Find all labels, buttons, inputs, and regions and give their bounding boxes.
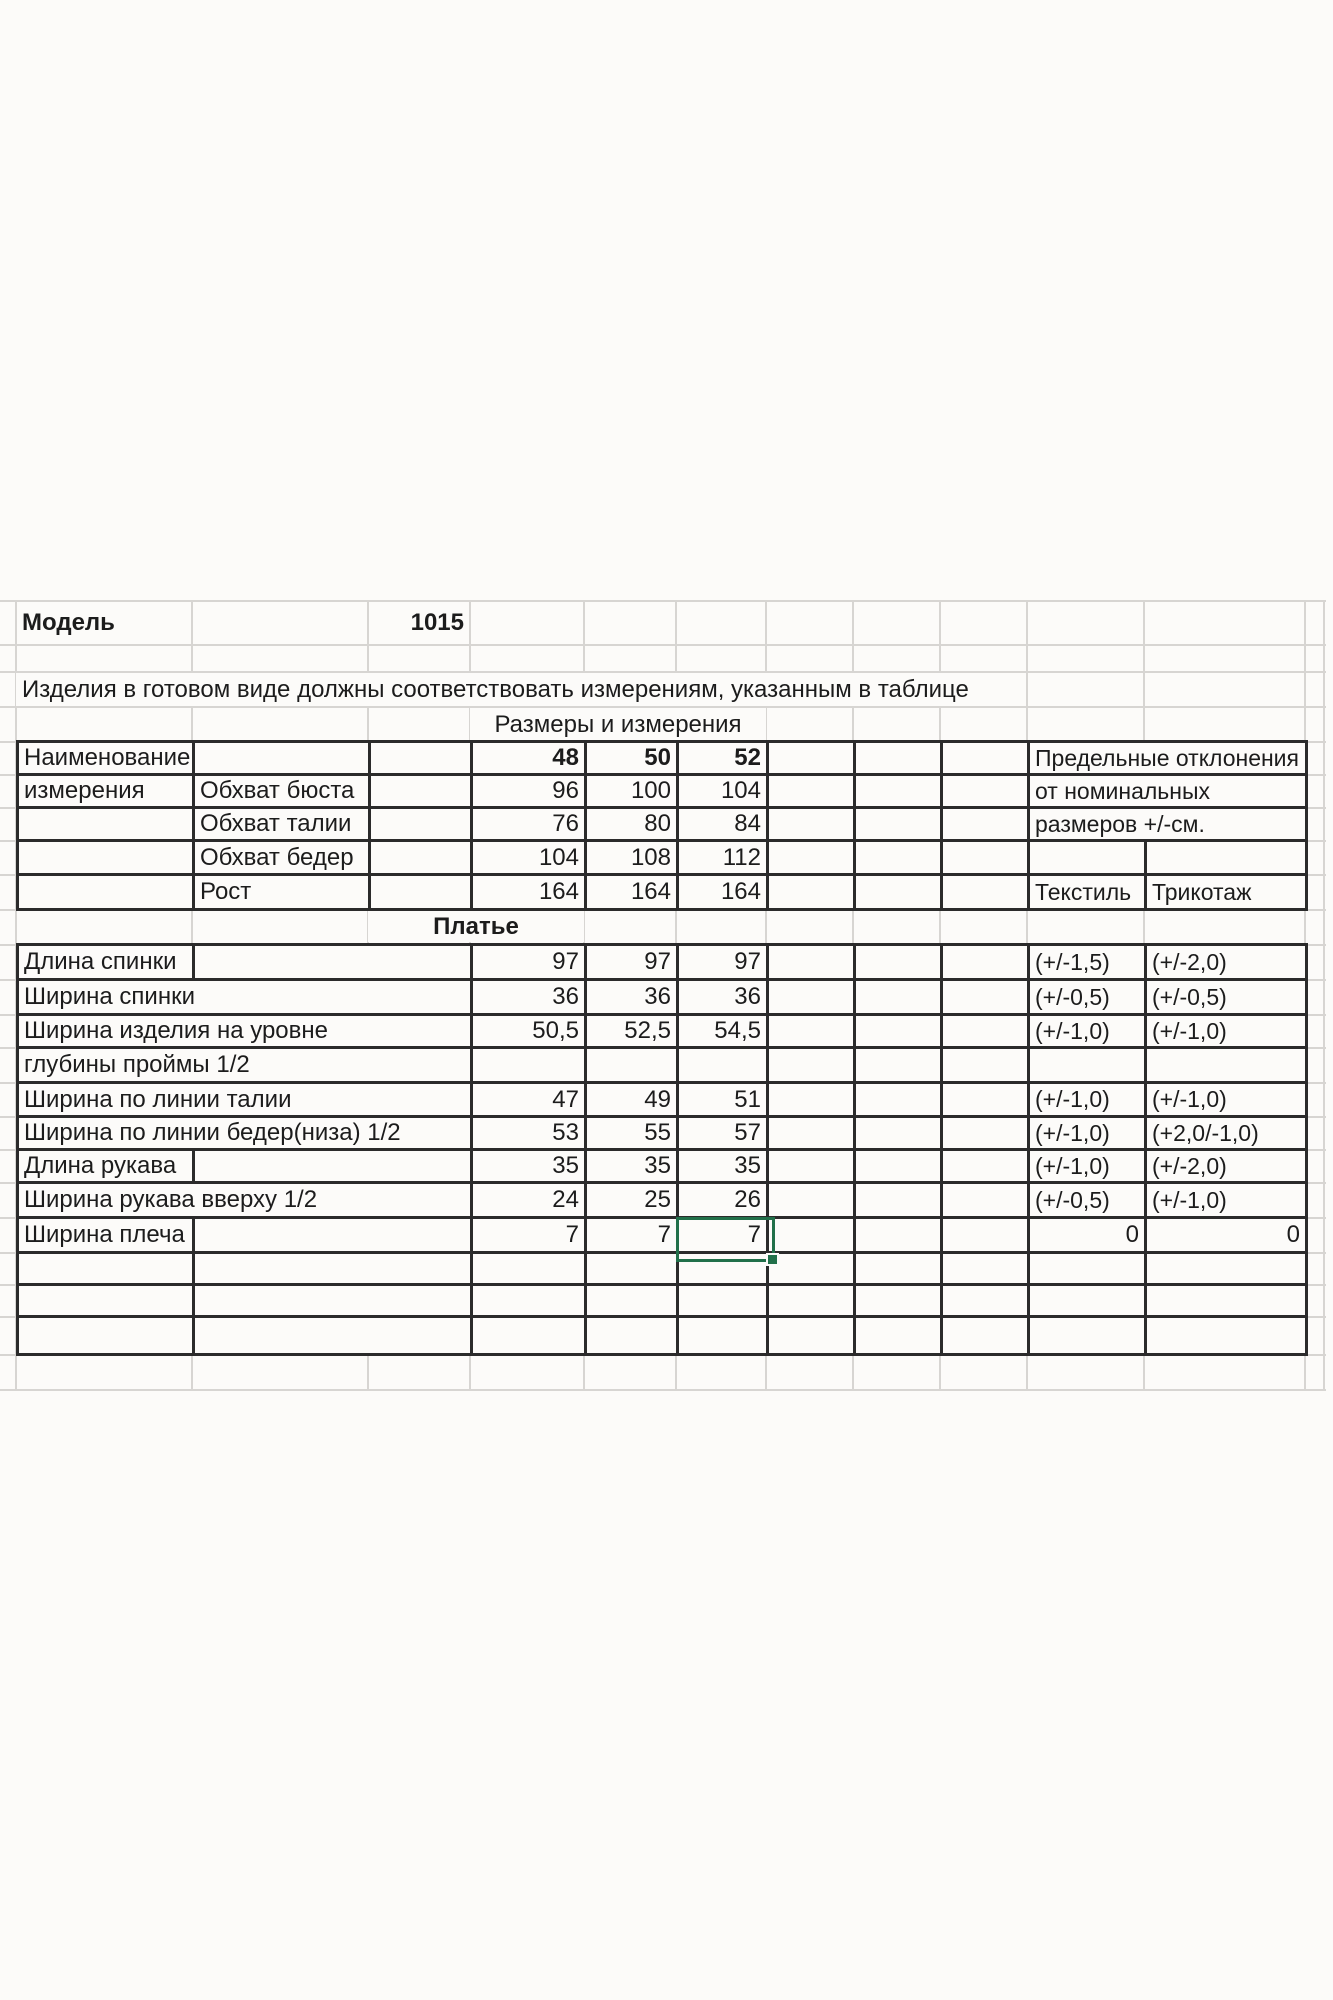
cell-size-50[interactable]: 50 xyxy=(587,743,679,776)
cell-value[interactable]: 36 xyxy=(587,981,679,1016)
garment-title-cell[interactable]: Платье xyxy=(368,911,584,942)
cell-value[interactable]: 164 xyxy=(587,876,679,911)
cell-empty[interactable] xyxy=(473,1318,587,1356)
cell-value[interactable]: 55 xyxy=(587,1118,679,1151)
cell-value[interactable]: 26 xyxy=(679,1184,769,1219)
cell-label[interactable]: глубины проймы 1/2 xyxy=(19,1049,473,1084)
table-row xyxy=(19,981,1308,1016)
cell-empty[interactable] xyxy=(943,1118,1030,1151)
cell-empty[interactable] xyxy=(195,1254,473,1286)
cell-value[interactable]: 35 xyxy=(587,1151,679,1184)
cell-empty[interactable] xyxy=(1030,1318,1147,1356)
cell-empty[interactable] xyxy=(943,1254,1030,1286)
cell-value[interactable]: 80 xyxy=(587,809,679,842)
table-row xyxy=(19,876,1308,911)
cell-empty[interactable] xyxy=(856,1219,943,1254)
cell-empty[interactable] xyxy=(856,1151,943,1184)
cell-value[interactable]: 108 xyxy=(587,842,679,876)
cell-label[interactable]: Обхват бедер xyxy=(195,842,371,876)
cell-tolerance-textile[interactable]: (+/-0,5) xyxy=(1030,1184,1147,1219)
model-label-cell[interactable]: Модель xyxy=(22,609,115,636)
cell-empty[interactable] xyxy=(769,1049,856,1084)
cell-label[interactable]: Длина спинки xyxy=(19,946,195,981)
cell-empty[interactable] xyxy=(195,1318,473,1356)
cell-value[interactable]: 24 xyxy=(473,1184,587,1219)
cell-empty[interactable] xyxy=(1147,842,1308,876)
cell-empty[interactable] xyxy=(371,876,473,911)
cell-empty[interactable] xyxy=(769,1254,856,1286)
cell-empty[interactable] xyxy=(856,1286,943,1318)
measurements-block xyxy=(16,943,1308,1356)
table-row xyxy=(19,1286,1308,1318)
cell-empty[interactable] xyxy=(769,946,856,981)
cell-name-header2[interactable]: измерения xyxy=(19,776,195,809)
cell-empty[interactable] xyxy=(856,776,943,809)
cell-value[interactable]: 104 xyxy=(679,776,769,809)
cell-empty[interactable] xyxy=(679,1049,769,1084)
cell-empty[interactable] xyxy=(587,1318,679,1356)
cell-value[interactable]: 47 xyxy=(473,1084,587,1118)
cell-value[interactable]: 164 xyxy=(473,876,587,911)
cell-tolerance-textile[interactable]: (+/-1,0) xyxy=(1030,1151,1147,1184)
cell-empty[interactable] xyxy=(856,809,943,842)
cell-empty[interactable] xyxy=(1147,1286,1308,1318)
cell-empty[interactable] xyxy=(769,981,856,1016)
cell-empty[interactable] xyxy=(769,876,856,911)
cell-label[interactable]: Обхват бюста xyxy=(195,776,371,809)
cell-empty[interactable] xyxy=(195,743,371,776)
cell-size-48[interactable]: 48 xyxy=(473,743,587,776)
cell-empty[interactable] xyxy=(856,842,943,876)
cell-empty[interactable] xyxy=(943,981,1030,1016)
cell-value[interactable]: 35 xyxy=(473,1151,587,1184)
cell-empty[interactable] xyxy=(1147,1049,1308,1084)
cell-empty[interactable] xyxy=(943,1318,1030,1356)
cell-tolerance-title[interactable]: от номинальных xyxy=(1030,776,1308,809)
cell-empty[interactable] xyxy=(19,876,195,911)
header-block xyxy=(16,740,1308,911)
cell-empty[interactable] xyxy=(473,1049,587,1084)
cell-value[interactable]: 97 xyxy=(587,946,679,981)
cell-value[interactable]: 100 xyxy=(587,776,679,809)
table-row xyxy=(19,1184,1308,1219)
cell-empty[interactable] xyxy=(587,1286,679,1318)
cell-label[interactable]: Обхват талии xyxy=(195,809,371,842)
cell-textile-header[interactable]: Текстиль xyxy=(1030,876,1147,911)
cell-label[interactable]: Ширина спинки xyxy=(19,981,473,1016)
model-number-cell[interactable]: 1015 xyxy=(410,609,464,636)
cell-tolerance-title[interactable]: Предельные отклонения xyxy=(1030,743,1308,776)
cell-value[interactable]: 57 xyxy=(679,1118,769,1151)
cell-empty[interactable] xyxy=(769,1016,856,1049)
cell-empty[interactable] xyxy=(195,1219,473,1254)
cell-tolerance-knitwear[interactable]: (+/-1,0) xyxy=(1147,1184,1308,1219)
cell-tolerance-textile[interactable]: (+/-1,0) xyxy=(1030,1084,1147,1118)
fill-handle[interactable] xyxy=(766,1253,779,1266)
cell-empty[interactable] xyxy=(587,1049,679,1084)
cell-empty[interactable] xyxy=(856,1049,943,1084)
cell-empty[interactable] xyxy=(769,1318,856,1356)
cell-empty[interactable] xyxy=(371,776,473,809)
cell-empty[interactable] xyxy=(856,1254,943,1286)
cell-value[interactable]: 49 xyxy=(587,1084,679,1118)
cell-tolerance-knitwear[interactable]: (+/-2,0) xyxy=(1147,946,1308,981)
cell-knitwear-header[interactable]: Трикотаж xyxy=(1147,876,1308,911)
cell-empty[interactable] xyxy=(19,1318,195,1356)
cell-empty[interactable] xyxy=(679,1318,769,1356)
cell-empty[interactable] xyxy=(943,743,1030,776)
cell-empty[interactable] xyxy=(195,1286,473,1318)
cell-tolerance-knitwear[interactable]: (+/-1,0) xyxy=(1147,1084,1308,1118)
cell-value[interactable]: 52,5 xyxy=(587,1016,679,1049)
cell-empty[interactable] xyxy=(769,1184,856,1219)
cell-tolerance-textile[interactable]: (+/-1,0) xyxy=(1030,1118,1147,1151)
cell-value[interactable]: 97 xyxy=(473,946,587,981)
table-row xyxy=(19,1318,1308,1356)
cell-empty[interactable] xyxy=(769,776,856,809)
cell-empty[interactable] xyxy=(856,743,943,776)
cell-empty[interactable] xyxy=(19,842,195,876)
cell-empty[interactable] xyxy=(943,809,1030,842)
cell-value[interactable]: 76 xyxy=(473,809,587,842)
cell-empty[interactable] xyxy=(856,1084,943,1118)
table-row xyxy=(19,1151,1308,1184)
cell-label[interactable]: Ширина рукава вверху 1/2 xyxy=(19,1184,473,1219)
cell-label[interactable]: Ширина плеча xyxy=(19,1219,195,1254)
cell-tolerance-textile[interactable]: (+/-1,0) xyxy=(1030,1016,1147,1049)
cell-empty[interactable] xyxy=(19,1286,195,1318)
cell-value[interactable]: 36 xyxy=(679,981,769,1016)
cell-label[interactable]: Ширина по линии бедер(низа) 1/2 xyxy=(19,1118,473,1151)
cell-tolerance-textile[interactable]: 0 xyxy=(1030,1219,1147,1254)
cell-label[interactable]: Длина рукава xyxy=(19,1151,195,1184)
cell-empty[interactable] xyxy=(943,776,1030,809)
table-row xyxy=(19,1016,1308,1049)
cell-empty[interactable] xyxy=(943,1184,1030,1219)
cell-value[interactable]: 112 xyxy=(679,842,769,876)
cell-empty[interactable] xyxy=(1147,1254,1308,1286)
cell-empty[interactable] xyxy=(943,1049,1030,1084)
cell-empty[interactable] xyxy=(19,809,195,842)
cell-empty[interactable] xyxy=(371,809,473,842)
cell-value[interactable]: 164 xyxy=(679,876,769,911)
cell-empty[interactable] xyxy=(856,1118,943,1151)
cell-tolerance-knitwear[interactable]: (+2,0/-1,0) xyxy=(1147,1118,1308,1151)
cell-empty[interactable] xyxy=(769,1118,856,1151)
cell-empty[interactable] xyxy=(769,1151,856,1184)
cell-label[interactable]: Ширина по линии талии xyxy=(19,1084,473,1118)
cell-empty[interactable] xyxy=(943,1219,1030,1254)
cell-empty[interactable] xyxy=(856,946,943,981)
sizes-title-cell[interactable]: Размеры и измерения xyxy=(470,708,766,741)
cell-empty[interactable] xyxy=(943,1016,1030,1049)
cell-value[interactable]: 53 xyxy=(473,1118,587,1151)
cell-value[interactable]: 7 xyxy=(587,1219,679,1254)
cell-empty[interactable] xyxy=(1030,1286,1147,1318)
cell-tolerance-textile[interactable]: (+/-0,5) xyxy=(1030,981,1147,1016)
cell-empty[interactable] xyxy=(19,1254,195,1286)
cell-empty[interactable] xyxy=(371,842,473,876)
cell-tolerance-textile[interactable]: (+/-1,5) xyxy=(1030,946,1147,981)
cell-value[interactable]: 7 xyxy=(473,1219,587,1254)
cell-empty[interactable] xyxy=(769,809,856,842)
cell-empty[interactable] xyxy=(769,1219,856,1254)
cell-empty[interactable] xyxy=(943,946,1030,981)
cell-empty[interactable] xyxy=(1030,842,1147,876)
cell-empty[interactable] xyxy=(856,1318,943,1356)
table-row xyxy=(19,1254,1308,1286)
table-row xyxy=(19,776,1308,809)
cell-empty[interactable] xyxy=(195,946,473,981)
cell-empty[interactable] xyxy=(1030,1254,1147,1286)
cell-empty[interactable] xyxy=(943,842,1030,876)
cell-empty[interactable] xyxy=(769,1084,856,1118)
cell-empty[interactable] xyxy=(769,1286,856,1318)
note-cell[interactable]: Изделия в готовом виде должны соответствовать измерениям, указанным в таблице xyxy=(16,673,981,706)
cell-empty[interactable] xyxy=(769,743,856,776)
table-row xyxy=(19,1118,1308,1151)
cell-value[interactable]: 97 xyxy=(679,946,769,981)
cell-value[interactable]: 50,5 xyxy=(473,1016,587,1049)
table-row xyxy=(19,809,1308,842)
cell-value[interactable]: 25 xyxy=(587,1184,679,1219)
cell-empty[interactable] xyxy=(1147,1318,1308,1356)
table-row xyxy=(19,1049,1308,1084)
cell-value[interactable]: 104 xyxy=(473,842,587,876)
cell-empty[interactable] xyxy=(1030,1049,1147,1084)
cell-empty[interactable] xyxy=(856,1184,943,1219)
cell-tolerance-title[interactable]: размеров +/-см. xyxy=(1030,809,1308,842)
cell-empty[interactable] xyxy=(856,1016,943,1049)
cell-label[interactable]: Ширина изделия на уровне xyxy=(19,1016,473,1049)
cell-tolerance-knitwear[interactable]: (+/-1,0) xyxy=(1147,1016,1308,1049)
cell-empty[interactable] xyxy=(679,1286,769,1318)
cell-empty[interactable] xyxy=(587,1254,679,1286)
table-row xyxy=(19,1084,1308,1118)
cell-empty[interactable] xyxy=(856,981,943,1016)
table-row xyxy=(19,946,1308,981)
cell-value[interactable]: 51 xyxy=(679,1084,769,1118)
table-row xyxy=(19,842,1308,876)
cell-empty[interactable] xyxy=(371,743,473,776)
cell-value[interactable]: 36 xyxy=(473,981,587,1016)
selected-cell-outline xyxy=(676,1217,775,1262)
cell-name-header[interactable]: Наименование xyxy=(19,743,195,776)
cell-value[interactable]: 96 xyxy=(473,776,587,809)
cell-value[interactable]: 84 xyxy=(679,809,769,842)
cell-empty[interactable] xyxy=(943,1286,1030,1318)
cell-value[interactable]: 54,5 xyxy=(679,1016,769,1049)
cell-empty[interactable] xyxy=(943,876,1030,911)
table-row xyxy=(19,743,1308,776)
cell-size-52[interactable]: 52 xyxy=(679,743,769,776)
cell-empty[interactable] xyxy=(473,1254,587,1286)
cell-tolerance-knitwear[interactable]: (+/-0,5) xyxy=(1147,981,1308,1016)
cell-empty[interactable] xyxy=(943,1151,1030,1184)
cell-value-selected[interactable]: 7 xyxy=(679,1219,769,1254)
cell-empty[interactable] xyxy=(473,1286,587,1318)
cell-empty[interactable] xyxy=(856,876,943,911)
cell-label[interactable]: Рост xyxy=(195,876,371,911)
cell-tolerance-knitwear[interactable]: 0 xyxy=(1147,1219,1308,1254)
cell-empty[interactable] xyxy=(943,1084,1030,1118)
table-row xyxy=(19,1219,1308,1254)
cell-empty[interactable] xyxy=(195,1151,473,1184)
cell-tolerance-knitwear[interactable]: (+/-2,0) xyxy=(1147,1151,1308,1184)
cell-empty[interactable] xyxy=(769,842,856,876)
cell-value[interactable]: 35 xyxy=(679,1151,769,1184)
